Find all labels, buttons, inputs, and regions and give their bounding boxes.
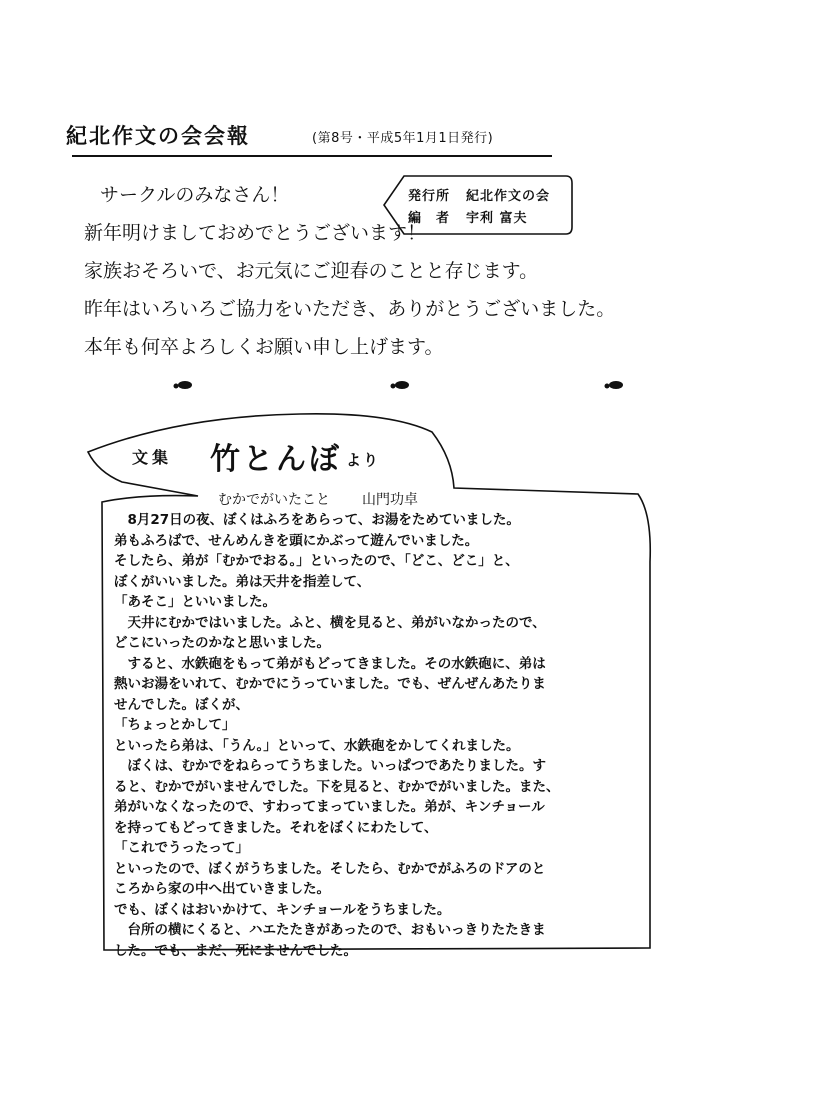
story-line: ころから家の中へ出ていきました。 — [114, 881, 330, 897]
anthology-title-suffix: より — [346, 451, 381, 469]
dragonfly-ornament-icon — [603, 378, 625, 392]
anthology-title: 竹とんぼ — [210, 442, 342, 477]
publisher-row — [408, 185, 550, 204]
story-body — [114, 510, 644, 961]
greeting-line: 新年明けましておめでとうございます！ — [84, 222, 427, 244]
story-line: 「これでうったって」 — [114, 840, 249, 856]
story-line: 8月27日の夜、ぼくはふろをあらって、お湯をためていました。 — [114, 512, 520, 528]
story-line: といったので、ぼくがうちました。そしたら、むかでがふろのドアのと — [114, 860, 546, 877]
publisher-box-outline — [380, 173, 574, 237]
publisher-label: 発行所 — [408, 189, 451, 204]
editor-value: 宇利 富夫 — [466, 211, 528, 226]
story-line: ぼくがいいました。弟は天井を指差して、 — [114, 573, 371, 590]
story-line: そしたら、弟が「むかでおる。」といったので、「どこ、どこ」と、 — [114, 553, 519, 569]
issue-info: (第8号・平成5年1月1日発行) — [312, 131, 494, 146]
publisher-info-box — [380, 173, 574, 237]
story-line: 熱いお湯をいれて、むかでにうっていました。でも、ぜんぜんあたりま — [114, 676, 546, 692]
story-line: 「あそこ」といいました。 — [114, 594, 276, 610]
publisher-value: 紀北作文の会 — [466, 189, 551, 204]
story-title: むかでがいたこと — [218, 492, 330, 508]
header-divider — [72, 155, 552, 157]
story-line: 弟もふろばで、せんめんきを頭にかぶって遊んでいました。 — [114, 532, 479, 549]
editor-row — [408, 207, 528, 226]
story-line: 台所の横にくると、ハエたたきがあったので、おもいっきりたたきま — [114, 922, 546, 938]
story-line: せんでした。ぼくが、 — [114, 696, 249, 713]
greeting-line: 家族おそろいで、お元気にご迎春のことと存じます。 — [84, 260, 539, 282]
story-line: 弟がいなくなったので、すわってまっていました。弟が、キンチョール — [114, 799, 545, 815]
story-line: ると、むかでがいませんでした。下を見ると、むかでがいました。また、 — [114, 778, 560, 795]
collection-label: 文集 — [132, 448, 173, 467]
story-line: すると、水鉄砲をもって弟がもどってきました。その水鉄砲に、弟は — [114, 655, 546, 672]
story-line: 天井にむかではいました。ふと、横を見ると、弟がいなかったので、 — [114, 614, 546, 631]
story-line: ぼくは、むかでをねらってうちました。いっぱつであたりました。す — [114, 758, 546, 774]
story-line: といったら弟は、「うん。」といって、水鉄砲をかしてくれました。 — [114, 737, 520, 754]
dragonfly-ornament-icon — [172, 378, 194, 392]
greeting-line: 本年も何卒よろしくお願い申し上げます。 — [84, 336, 444, 358]
story-line: 「ちょっとかして」 — [114, 717, 236, 733]
story-line: を持ってもどってきました。それをぼくにわたして、 — [114, 819, 438, 836]
story-line: でも、ぼくはおいかけて、キンチョールをうちました。 — [114, 901, 451, 918]
newsletter-title: 紀北作文の会会報 — [66, 123, 250, 148]
dragonfly-ornament-icon — [389, 378, 411, 392]
story-author: 山門功卓 — [362, 492, 418, 508]
editor-label: 編 者 — [408, 211, 451, 226]
story-line: した。でも、まだ、死にませんでした。 — [114, 942, 357, 959]
story-line: どこにいったのかなと思いました。 — [114, 635, 330, 651]
greeting-line: 昨年はいろいろご協力をいただき、ありがとうございました。 — [84, 298, 616, 320]
greeting-line: サークルのみなさん！ — [100, 184, 290, 206]
